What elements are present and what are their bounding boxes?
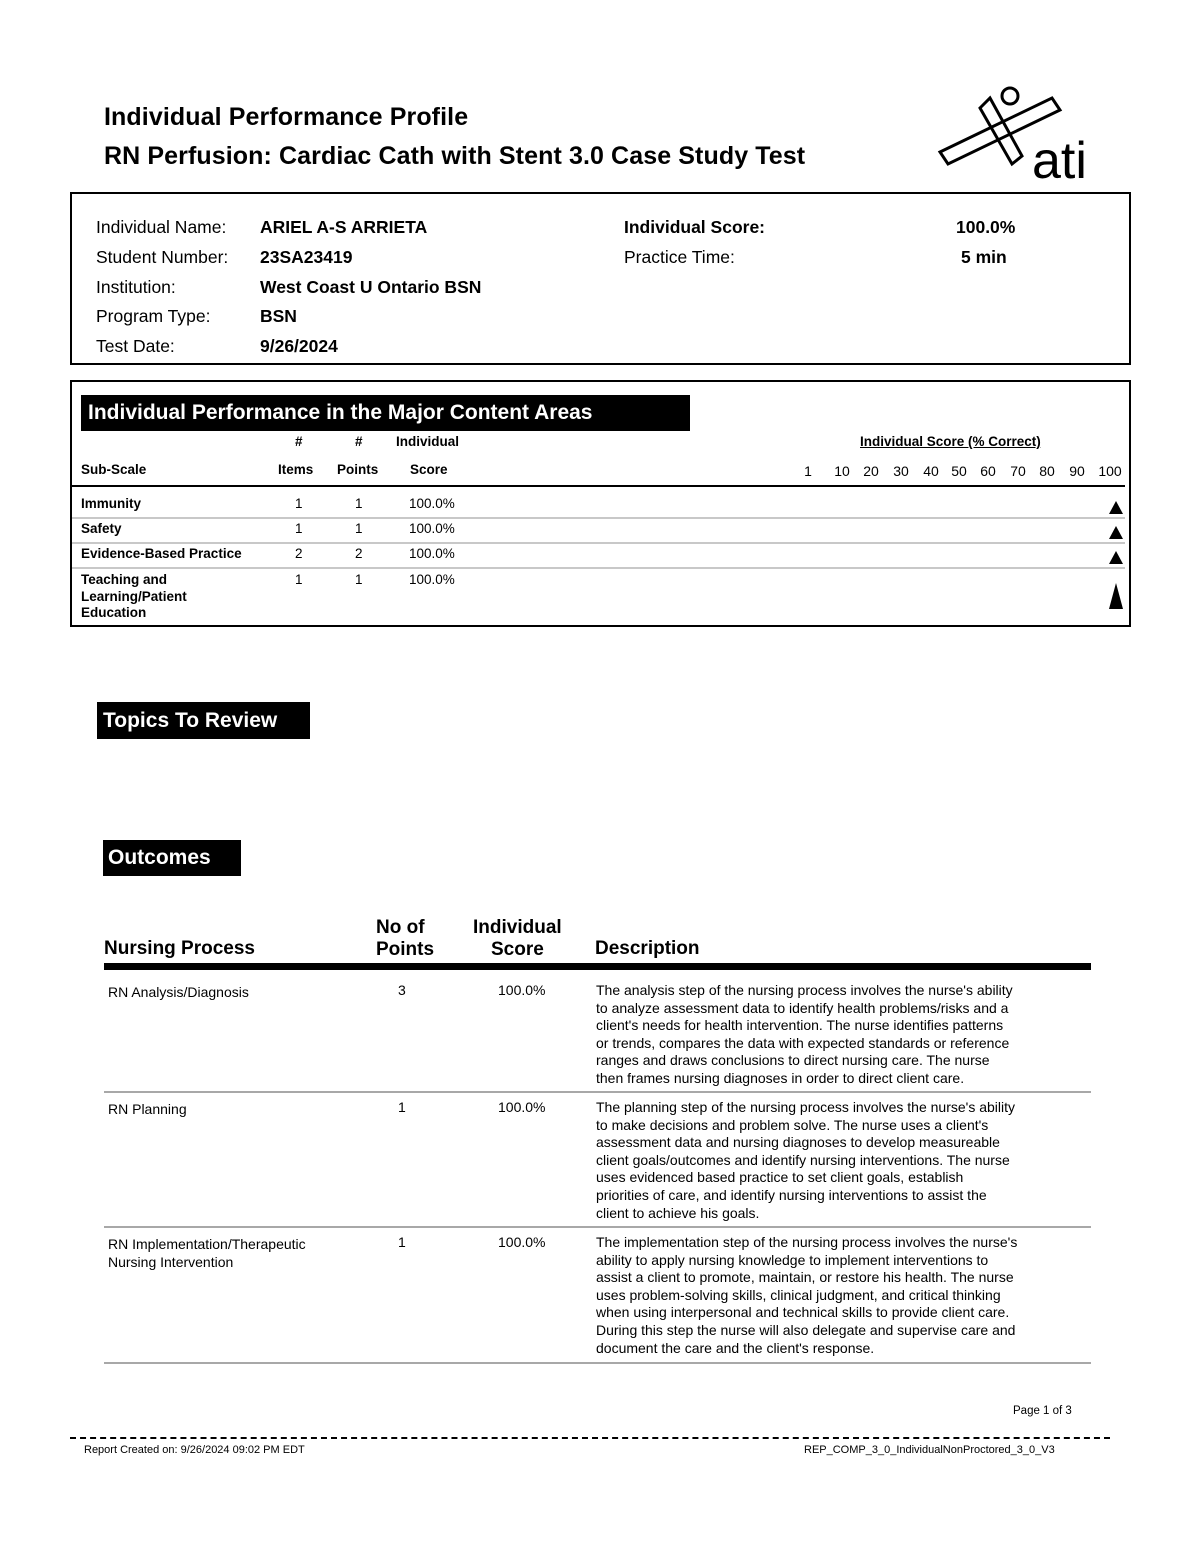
outcome-row-divider	[104, 1091, 1091, 1093]
student-number-value: 23SA23419	[260, 247, 353, 267]
subscale-points: 1	[355, 521, 363, 536]
subscale-items: 1	[295, 572, 303, 587]
axis-tick: 80	[1039, 463, 1055, 479]
col-nursing-process-header: Nursing Process	[104, 938, 255, 959]
outcome-description-line: assessment data and nursing diagnoses to develop measureable	[596, 1134, 1000, 1151]
program-type-label: Program Type:	[96, 306, 211, 326]
header-divider	[72, 485, 1125, 487]
score-marker-icon	[1109, 526, 1123, 539]
ati-logo	[932, 84, 1104, 184]
practice-time-value: 5 min	[961, 247, 1007, 267]
col-score-header: Score	[410, 462, 448, 477]
outcome-description-line: client's needs for health intervention. The nurse identifies patterns	[596, 1017, 1004, 1034]
outcome-process: RN Implementation/Therapeutic	[108, 1236, 306, 1252]
col-points-hash: #	[355, 434, 363, 449]
topics-to-review-heading: Topics To Review	[97, 702, 310, 739]
outcome-description-line: assist a client to promote, maintain, or restore his health. The nurse	[596, 1269, 1014, 1286]
outcome-description-line: when using interpersonal and technical skills to provide client care.	[596, 1304, 1010, 1321]
subscale-name: Teaching and	[81, 572, 168, 587]
score-marker-icon	[1109, 551, 1123, 564]
outcome-description-line: uses evidenced based practice to set client goals, establish	[596, 1169, 964, 1186]
col-items-header: Items	[278, 462, 314, 477]
axis-tick: 30	[893, 463, 909, 479]
subscale-name-line3: Education	[81, 605, 147, 620]
outcome-description-line: then frames nursing diagnoses in order to direct client care.	[596, 1070, 965, 1086]
outcome-description-line: The analysis step of the nursing process involves the nurse's ability	[596, 982, 1013, 998]
subscale-points: 1	[355, 496, 363, 511]
subscale-name: Immunity	[81, 496, 142, 511]
col-description-header: Description	[595, 938, 700, 959]
test-date-label: Test Date:	[96, 336, 175, 356]
axis-tick: 1	[804, 463, 812, 479]
col-individual-header-2: Individual	[473, 917, 562, 938]
page-title: Individual Performance Profile	[104, 103, 469, 131]
outcome-description-line: uses problem-solving skills, clinical judgment, and critical thinking	[596, 1286, 1001, 1303]
institution-value: West Coast U Ontario BSN	[260, 277, 482, 297]
subscale-points: 2	[355, 546, 363, 561]
outcome-process-line2: Nursing Intervention	[108, 1254, 234, 1270]
outcome-process: RN Planning	[108, 1101, 187, 1117]
axis-tick: 10	[834, 463, 850, 479]
subscale-name: Safety	[81, 521, 122, 536]
outcome-description-line: client goals/outcomes and identify nursing interventions. The nurse	[596, 1151, 1010, 1168]
outcome-description-line: During this step the nurse will also delegate and supervise care and	[596, 1322, 1016, 1338]
col-individual-header: Individual	[396, 434, 460, 449]
report-id: REP_COMP_3_0_IndividualNonProctored_3_0_V3	[804, 1444, 1055, 1456]
axis-tick: 90	[1069, 463, 1085, 479]
outcome-description-line: to make decisions and problem solve. The nurse uses a client's	[596, 1116, 989, 1133]
content-areas-heading: Individual Performance in the Major Content Areas	[81, 395, 690, 431]
subscale-score: 100.0%	[409, 521, 455, 536]
outcome-description-line: or trends, compares the data with expected standards or reference	[596, 1034, 1010, 1051]
test-date-value: 9/26/2024	[260, 336, 338, 356]
outcome-score: 100.0%	[498, 982, 546, 998]
outcome-points: 1	[398, 1234, 406, 1250]
axis-tick: 50	[951, 463, 967, 479]
outcome-description-line: The implementation step of the nursing process involves the nurse's	[596, 1234, 1018, 1250]
outcome-description-line: ability to apply nursing knowledge to implement interventions to	[596, 1251, 989, 1268]
outcome-points: 3	[398, 982, 406, 998]
test-title: RN Perfusion: Cardiac Cath with Stent 3.0 Case Study Test	[104, 142, 806, 170]
outcome-description-line: to analyze assessment data to identify health problems/risks and a	[596, 999, 1009, 1016]
col-score-header-2: Score	[491, 939, 544, 960]
axis-tick: 100	[1098, 463, 1122, 479]
report-created: Report Created on: 9/26/2024 09:02 PM EDT	[84, 1444, 305, 1456]
row-divider	[72, 542, 1125, 544]
axis-tick: 60	[980, 463, 996, 479]
row-divider	[72, 517, 1125, 519]
outcome-score: 100.0%	[498, 1234, 546, 1250]
score-chart-title: Individual Score (% Correct)	[860, 434, 1041, 449]
outcomes-header-rule	[104, 963, 1091, 970]
subscale-name: Evidence-Based Practice	[81, 546, 242, 561]
practice-time-label: Practice Time:	[624, 247, 735, 267]
page-number: Page 1 of 3	[1013, 1405, 1072, 1417]
name-label: Individual Name:	[96, 217, 227, 237]
outcome-row-divider	[104, 1226, 1091, 1228]
subscale-name-line2: Learning/Patient	[81, 589, 187, 604]
outcome-score: 100.0%	[498, 1099, 546, 1115]
axis-tick: 40	[923, 463, 939, 479]
outcome-description-line: priorities of care, and identify nursing interventions to assist the	[596, 1187, 987, 1203]
outcome-row-divider	[104, 1362, 1091, 1364]
subscale-score: 100.0%	[409, 496, 455, 511]
outcome-description-line: The planning step of the nursing process involves the nurse's ability	[596, 1099, 1016, 1115]
individual-score-value: 100.0%	[956, 217, 1016, 237]
outcome-description-line: client to achieve his goals.	[596, 1204, 760, 1221]
col-subscale-header: Sub-Scale	[81, 462, 147, 477]
footer-dashed-line	[70, 1437, 1110, 1439]
subscale-score: 100.0%	[409, 546, 455, 561]
subscale-items: 1	[295, 496, 303, 511]
institution-label: Institution:	[96, 277, 176, 297]
outcome-description-line: ranges and draws conclusions to direct nursing care. The nurse	[596, 1052, 990, 1069]
score-marker-icon	[1109, 583, 1123, 609]
axis-tick: 70	[1010, 463, 1026, 479]
outcome-process: RN Analysis/Diagnosis	[108, 984, 249, 1000]
subscale-points: 1	[355, 572, 363, 587]
axis-tick: 20	[863, 463, 879, 479]
outcome-points: 1	[398, 1099, 406, 1115]
individual-score-label: Individual Score:	[624, 217, 765, 237]
name-value: ARIEL A-S ARRIETA	[260, 217, 428, 237]
subscale-score: 100.0%	[409, 572, 455, 587]
col-points-header: Points	[337, 462, 379, 477]
col-no-of-header: No of	[376, 917, 425, 938]
subscale-items: 2	[295, 546, 303, 561]
logo-text: ati	[1032, 132, 1087, 184]
program-type-value: BSN	[260, 306, 297, 326]
subscale-items: 1	[295, 521, 303, 536]
col-items-hash: #	[295, 434, 303, 449]
outcomes-heading: Outcomes	[103, 840, 241, 876]
outcome-description-line: document the care and the client's response.	[596, 1339, 875, 1356]
col-points-header-2: Points	[376, 939, 435, 960]
score-marker-icon	[1109, 501, 1123, 514]
row-divider	[72, 567, 1125, 569]
student-number-label: Student Number:	[96, 247, 229, 267]
